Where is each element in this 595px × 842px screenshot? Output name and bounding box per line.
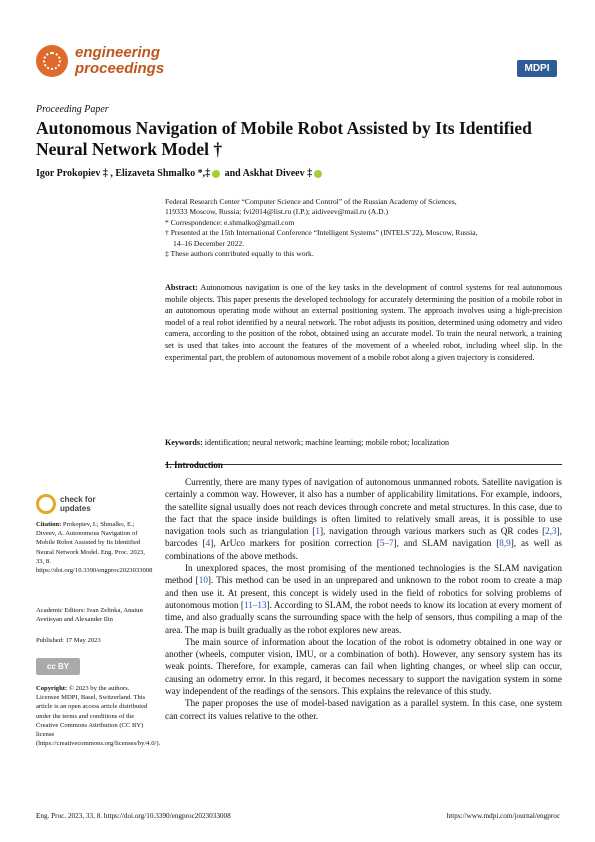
text-run: ]. According to SLAM, the robot needs to know its location at every moment of time, and also gradually scans the surrounding space with the help of sensors, thus compiling a map of the area. The map is built gradually as the robot explores new areas. bbox=[165, 599, 562, 635]
mdpi-logo: MDPI bbox=[517, 60, 557, 77]
affiliations bbox=[165, 197, 560, 259]
abstract bbox=[165, 282, 562, 363]
citation-label: Citation: bbox=[36, 521, 62, 528]
citation-link[interactable]: 8,9 bbox=[499, 538, 511, 549]
citation-link[interactable]: 4 bbox=[205, 538, 211, 549]
keywords bbox=[165, 437, 562, 448]
paragraph: The paper proposes the use of model-based navigation as a parallel system. In this case, one system can correct its values relative to the other. bbox=[165, 698, 562, 721]
abstract-label: Abstract: bbox=[165, 283, 198, 292]
equal-contribution-note: ‡ These authors contributed equally to this work. bbox=[165, 249, 314, 259]
paper-title: Autonomous Navigation of Mobile Robot Assisted by Its Identified Neural Network Model † bbox=[36, 118, 532, 159]
citation-text: Prokopiev, I.; Shmalko, E.; Diveev, A. Autonomous Navigation of Mobile Robot Assisted by Its Identified Neural Network Model. Eng. Proc. 2023, 33, 8. https://doi.org/10.3390/engproc2023033008 bbox=[36, 521, 153, 575]
citation-link[interactable]: 11–13 bbox=[243, 599, 267, 610]
section-heading-introduction: 1. Introduction bbox=[165, 460, 223, 470]
footer-journal-url[interactable]: https://www.mdpi.com/journal/engproc bbox=[446, 812, 560, 820]
article-type: Proceeding Paper bbox=[36, 104, 109, 115]
author-prokopiev[interactable]: Igor Prokopiev ‡ bbox=[36, 168, 108, 179]
cc-by-license-icon[interactable]: cc BY bbox=[36, 658, 80, 675]
correspondence: * Correspondence: e.shmalko@gmail.com bbox=[165, 217, 295, 227]
text-run: In unexplored spaces, the most promising of the mentioned technologies is the SLAM navigation method [ bbox=[165, 563, 562, 586]
citation-link[interactable]: 10 bbox=[198, 575, 208, 586]
journal-logo-icon bbox=[36, 45, 68, 77]
orcid-icon[interactable] bbox=[314, 170, 322, 178]
author-diveev[interactable]: Askhat Diveev ‡ bbox=[242, 168, 313, 179]
copyright-label: Copyright: bbox=[36, 685, 68, 692]
affiliation-line: Federal Research Center “Computer Science and Control” of the Russian Academy of Sciences, bbox=[165, 197, 457, 206]
author-list bbox=[36, 168, 324, 179]
page-footer bbox=[36, 812, 560, 820]
paragraph: The main source of information about the location of the robot is odometry obtained in one way or another (wheels, computer vision, IMU, or a combination of both). However, any sensory system has its weak points. Therefore, for example, cameras can fail when lighting changes, or wheel slip can occur, causing an odometry error. In this regard, it becomes necessary to support the navigation system in some way independent of the readings of the sensors. This explains the relevance of this study. bbox=[165, 636, 562, 697]
copyright-block bbox=[36, 684, 161, 748]
text-run: ], as well as combinations of the above methods. bbox=[165, 538, 562, 561]
keywords-text: identification; neural network; machine learning; mobile robot; localization bbox=[202, 438, 450, 447]
check-for-updates-label bbox=[60, 495, 96, 513]
citation-block bbox=[36, 520, 154, 575]
affiliation-line: 119333 Moscow, Russia; fvi2014@list.ru (I.P.); aidiveev@mail.ru (A.D.) bbox=[165, 207, 389, 217]
journal-name-line1: engineering bbox=[75, 44, 161, 61]
copyright-text: © 2023 by the authors. Licensee MDPI, Basel, Switzerland. This article is an open access article distributed under the terms and conditions of the Creative Commons Attribution (CC BY) license (https://creativecommons.org/licenses/by/4.0/). bbox=[36, 685, 161, 748]
body-text bbox=[165, 476, 562, 722]
citation-link[interactable]: 5–7 bbox=[379, 538, 394, 549]
academic-editors: Academic Editors: Ivan Zelinka, Anatun Avetisyan and Alexander Ilin bbox=[36, 607, 143, 624]
citation-link[interactable]: 1 bbox=[315, 526, 320, 537]
paragraph bbox=[165, 562, 562, 636]
author-separator: and bbox=[222, 168, 243, 179]
footer-citation[interactable]: Eng. Proc. 2023, 33, 8. https://doi.org/10.3390/engproc2023033008 bbox=[36, 812, 231, 820]
citation-link[interactable]: 2,3 bbox=[545, 526, 557, 537]
published-date: Published: 17 May 2023 bbox=[36, 637, 101, 644]
text-run: ], barcodes [ bbox=[165, 526, 562, 549]
text-run: Currently, there are many types of navigation of autonomous unmanned robots. Satellite navigation is certainly a common way. However, it also has a number of applicability limitations. For example, indoors, the satellite signal usually does not reach devices through concrete and metal structures. In this case, due to the fact that the space inside buildings is often limited to relatively small areas, it is possible to use navigation tools such as triangulation [ bbox=[165, 477, 562, 537]
keywords-label: Keywords: bbox=[165, 438, 203, 447]
author-separator: , bbox=[107, 168, 116, 179]
abstract-text: Autonomous navigation is one of the key tasks in the development of control systems for real autonomous mobile objects. This paper presents the developed technology for accurately determining the position of a mobile robot in an autonomous operating mode without an external positioning system. The approach involves using a high-precision model of a real robot identified by a neural network. The robot adjusts its position, determined using odometry and video camera, according to the position of the robot, obtained using an accurate model. To train the neural network, a training set is used that takes into account the features of the movement of a wheeled robot, including wheel slip. In the experimental part, the problem of autonomous movement of a mobile robot along a given trajectory is considered. bbox=[165, 283, 562, 362]
journal-name bbox=[75, 45, 164, 77]
text-run: ], and SLAM navigation [ bbox=[393, 538, 500, 549]
paragraph bbox=[165, 476, 562, 562]
updates-line: updates bbox=[60, 504, 91, 513]
journal-name-line2: proceedings bbox=[75, 60, 165, 77]
presented-note: † Presented at the 15th International Conference “Intelligent Systems” (INTELS’22), Moscow, Russia, bbox=[165, 228, 478, 238]
presented-note-cont: 14–16 December 2022. bbox=[173, 238, 245, 248]
check-for-updates-icon bbox=[36, 494, 56, 514]
section-divider bbox=[165, 464, 562, 465]
text-run: ]. This method can be used in an unprepared and unknown to the robot room to create a map and then use it. At present, this concept is widely used in the field of robotics for solving problems of autonomous motion [ bbox=[165, 575, 562, 610]
check-for-updates-badge[interactable] bbox=[36, 494, 126, 518]
updates-line: check for bbox=[60, 495, 96, 504]
text-run: ], navigation through various markers such as QR codes [ bbox=[319, 526, 546, 537]
orcid-icon[interactable] bbox=[212, 170, 220, 178]
text-run: ], ArUco markers for position correction [ bbox=[210, 538, 380, 549]
author-shmalko[interactable]: Elizaveta Shmalko *,‡ bbox=[115, 168, 211, 179]
